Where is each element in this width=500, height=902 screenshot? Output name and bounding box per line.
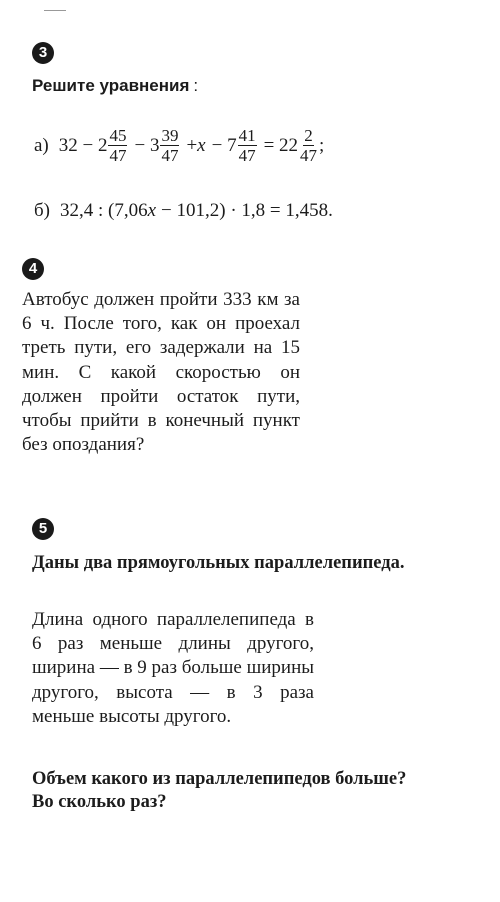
task-3-heading [32,76,198,96]
equation-b-label: б) [34,200,50,221]
task-3-badge: 3 [32,42,54,64]
task-5-question: Объем какого из параллелепипедов больше? Во сколько раз? [32,769,407,812]
equation-a-plus: + [186,134,198,156]
equation-a-variable: x [197,134,206,156]
task-5-badge: 5 [32,518,54,540]
fraction-39-47 [160,126,179,165]
task-3-heading-text: Решите уравнения [32,76,190,95]
fraction-denominator: 47 [161,146,179,165]
top-dash [44,10,66,11]
fraction-numerator: 45 [109,126,127,145]
equation-b [34,200,333,222]
task-5-heading: Даны два прямоугольных параллелепипеда. [32,553,405,573]
fraction-denominator: 47 [300,146,318,165]
fraction-denominator: 47 [109,146,127,165]
fraction-numerator: 39 [161,126,179,145]
task-4-text: Автобус должен пройти 333 км за 6 ч. После того, как он проехал треть пути, его задержали на 15 мин. С какой скоростью он должен пройти остаток пути, чтобы прийти в конечный пункт без опоздания? [22,289,300,456]
equation-a-term4: − 7 [211,134,237,156]
task-5-body: Длина одного параллелепипеда в 6 раз меньше длины другого, ширина — в 9 раз больше ширины другого, высота — в 3 раза меньше высоты другого. [32,609,315,727]
equation-a-term2: − 3 [134,134,160,156]
equation-a-term5: = 22 [263,134,299,156]
task-4-badge: 4 [22,258,44,280]
fraction-numerator: 2 [304,126,313,145]
fraction-denominator: 47 [238,146,256,165]
fraction-2-47 [299,126,318,165]
equation-a-semicolon: ; [319,134,325,156]
equation-a [34,126,324,165]
fraction-numerator: 41 [238,126,256,145]
equation-b-part2: − 101,2) · 1,8 = 1,458. [161,200,333,221]
equation-b-part1: 32,4 : (7,06 [60,200,148,221]
equation-a-term1: 32 − 2 [58,134,108,156]
fraction-41-47 [238,126,257,165]
task-3-heading-colon: : [193,76,199,95]
equation-b-variable: x [147,200,157,221]
equation-a-label: а) [34,134,49,156]
fraction-45-47 [108,126,127,165]
